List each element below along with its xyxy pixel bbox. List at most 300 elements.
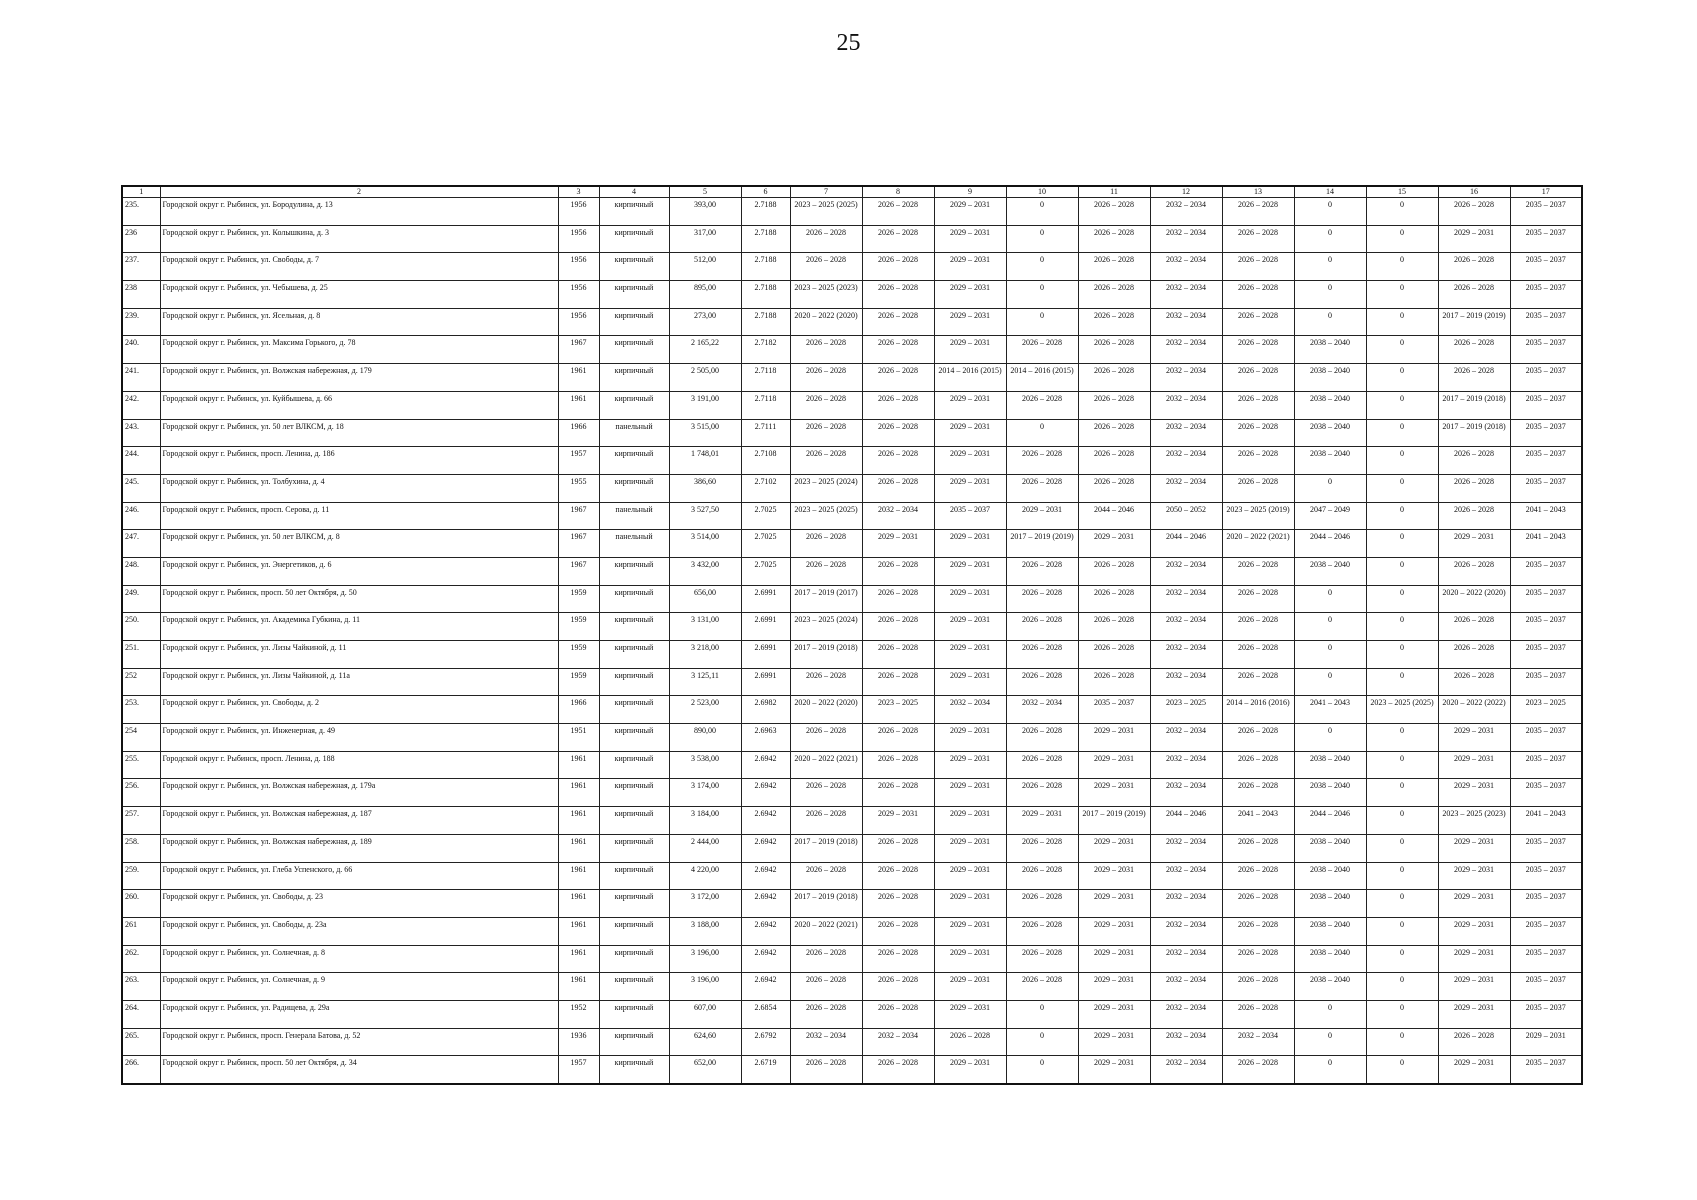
row-number-cell: 239. xyxy=(122,308,160,336)
table-row xyxy=(122,641,1582,669)
table-cell: 2026 – 2028 xyxy=(790,779,862,807)
table-cell: 2035 – 2037 xyxy=(1510,447,1582,475)
table-cell: 652,00 xyxy=(669,1056,741,1084)
table-cell: 0 xyxy=(1366,613,1438,641)
table-cell: 2029 – 2031 xyxy=(934,308,1006,336)
table-cell: 2.6942 xyxy=(741,890,790,918)
table-cell: 2026 – 2028 xyxy=(1222,557,1294,585)
table-cell: 2.6942 xyxy=(741,807,790,835)
table-cell: 2029 – 2031 xyxy=(1438,834,1510,862)
table-cell: 2026 – 2028 xyxy=(790,973,862,1001)
table-cell: 2029 – 2031 xyxy=(934,336,1006,364)
table-cell: 0 xyxy=(1366,641,1438,669)
table-cell: 2035 – 2037 xyxy=(1510,917,1582,945)
table-cell: 656,00 xyxy=(669,585,741,613)
table-cell: 2050 – 2052 xyxy=(1150,502,1222,530)
table-cell: 2029 – 2031 xyxy=(934,668,1006,696)
row-number-cell: 250. xyxy=(122,613,160,641)
table-cell: 2029 – 2031 xyxy=(1078,1000,1150,1028)
table-cell: кирпичный xyxy=(599,1056,669,1084)
table-cell: 2017 – 2019 (2018) xyxy=(790,641,862,669)
table-cell: 1959 xyxy=(558,668,599,696)
table-cell: 2038 – 2040 xyxy=(1294,751,1366,779)
table-cell: 2026 – 2028 xyxy=(1222,419,1294,447)
table-cell: 2032 – 2034 xyxy=(1150,945,1222,973)
table-cell: 2026 – 2028 xyxy=(862,890,934,918)
table-cell: 2026 – 2028 xyxy=(1006,724,1078,752)
table-cell: 2035 – 2037 xyxy=(1510,225,1582,253)
table-cell: кирпичный xyxy=(599,336,669,364)
table-cell: 2.7118 xyxy=(741,391,790,419)
table-cell: 1961 xyxy=(558,779,599,807)
row-number-cell: 260. xyxy=(122,890,160,918)
table-cell: 1956 xyxy=(558,308,599,336)
table-cell: 2029 – 2031 xyxy=(1006,807,1078,835)
table-cell: 2 165,22 xyxy=(669,336,741,364)
table-cell: 2026 – 2028 xyxy=(862,419,934,447)
table-cell: 0 xyxy=(1294,1056,1366,1084)
table-cell: 2.7188 xyxy=(741,308,790,336)
table-cell: 3 188,00 xyxy=(669,917,741,945)
table-cell: 3 131,00 xyxy=(669,613,741,641)
table-cell: панельный xyxy=(599,530,669,558)
table-cell: 2026 – 2028 xyxy=(1006,973,1078,1001)
table-cell: 0 xyxy=(1294,724,1366,752)
table-cell: кирпичный xyxy=(599,945,669,973)
table-cell: 895,00 xyxy=(669,281,741,309)
table-cell: 0 xyxy=(1006,281,1078,309)
table-cell: 2026 – 2028 xyxy=(1222,447,1294,475)
table-cell: кирпичный xyxy=(599,557,669,585)
table-row xyxy=(122,751,1582,779)
table-cell: 2.7188 xyxy=(741,198,790,226)
table-cell: 0 xyxy=(1006,308,1078,336)
table-cell: 0 xyxy=(1366,308,1438,336)
table-row xyxy=(122,447,1582,475)
table-cell: 2032 – 2034 xyxy=(1150,751,1222,779)
row-number-cell: 254 xyxy=(122,724,160,752)
table-cell: 0 xyxy=(1366,890,1438,918)
table-cell: 2026 – 2028 xyxy=(1222,1000,1294,1028)
row-number-cell: 237. xyxy=(122,253,160,281)
header-row xyxy=(122,186,1582,198)
address-cell: Городской округ г. Рыбинск, ул. Свободы, д. 2 xyxy=(160,696,558,724)
column-header-3: 3 xyxy=(558,186,599,198)
table-cell: 2029 – 2031 xyxy=(1438,724,1510,752)
table-cell: 2029 – 2031 xyxy=(934,724,1006,752)
table-cell: 2038 – 2040 xyxy=(1294,364,1366,392)
table-cell: 3 172,00 xyxy=(669,890,741,918)
table-cell: 0 xyxy=(1366,834,1438,862)
table-cell: 2035 – 2037 xyxy=(1510,890,1582,918)
table-cell: 2029 – 2031 xyxy=(1078,862,1150,890)
address-cell: Городской округ г. Рыбинск, ул. Волжская набережная, д. 187 xyxy=(160,807,558,835)
table-cell: 317,00 xyxy=(669,225,741,253)
row-number-cell: 243. xyxy=(122,419,160,447)
table-cell: 2029 – 2031 xyxy=(934,973,1006,1001)
table-cell: 2020 – 2022 (2022) xyxy=(1438,696,1510,724)
address-cell: Городской округ г. Рыбинск, просп. Ленина, д. 186 xyxy=(160,447,558,475)
column-header-7: 7 xyxy=(790,186,862,198)
table-cell: 2026 – 2028 xyxy=(1222,779,1294,807)
table-cell: 0 xyxy=(1006,198,1078,226)
table-cell: кирпичный xyxy=(599,364,669,392)
table-cell: 2029 – 2031 xyxy=(934,613,1006,641)
row-number-cell: 258. xyxy=(122,834,160,862)
table-cell: 2017 – 2019 (2018) xyxy=(1438,391,1510,419)
table-cell: 0 xyxy=(1294,641,1366,669)
table-cell: кирпичный xyxy=(599,281,669,309)
table-cell: 2038 – 2040 xyxy=(1294,890,1366,918)
table-cell: 2026 – 2028 xyxy=(790,1056,862,1084)
table-cell: 1961 xyxy=(558,973,599,1001)
table-cell: 2026 – 2028 xyxy=(1078,391,1150,419)
table-cell: 2029 – 2031 xyxy=(1078,751,1150,779)
table-cell: 1961 xyxy=(558,807,599,835)
table-cell: 2032 – 2034 xyxy=(1150,474,1222,502)
table-cell: 2038 – 2040 xyxy=(1294,391,1366,419)
table-cell: 1956 xyxy=(558,198,599,226)
table-cell: 2038 – 2040 xyxy=(1294,917,1366,945)
table-cell: 2029 – 2031 xyxy=(934,585,1006,613)
table-row xyxy=(122,391,1582,419)
table-cell: 2032 – 2034 xyxy=(862,1028,934,1056)
table-cell: 2044 – 2046 xyxy=(1294,530,1366,558)
table-cell: 2032 – 2034 xyxy=(1150,917,1222,945)
table-cell: 2 505,00 xyxy=(669,364,741,392)
table-cell: 1961 xyxy=(558,862,599,890)
table-cell: 2029 – 2031 xyxy=(1438,225,1510,253)
table-cell: кирпичный xyxy=(599,447,669,475)
table-cell: 2035 – 2037 xyxy=(1510,613,1582,641)
table-cell: 0 xyxy=(1366,668,1438,696)
table-cell: 2029 – 2031 xyxy=(1510,1028,1582,1056)
table-cell: 1956 xyxy=(558,253,599,281)
table-cell: 2026 – 2028 xyxy=(1078,585,1150,613)
table-cell: 2032 – 2034 xyxy=(1150,1028,1222,1056)
address-cell: Городской округ г. Рыбинск, ул. Бородулина, д. 13 xyxy=(160,198,558,226)
table-cell: 2026 – 2028 xyxy=(1078,474,1150,502)
table-cell: 1957 xyxy=(558,447,599,475)
row-number-cell: 253. xyxy=(122,696,160,724)
table-cell: 2029 – 2031 xyxy=(1078,724,1150,752)
table-cell: 2.6991 xyxy=(741,641,790,669)
table-cell: 1955 xyxy=(558,474,599,502)
table-cell: 2026 – 2028 xyxy=(934,1028,1006,1056)
table-cell: 2.7188 xyxy=(741,225,790,253)
page-number: 25 xyxy=(836,30,861,56)
table-row xyxy=(122,364,1582,392)
address-cell: Городской округ г. Рыбинск, ул. Чебышева, д. 25 xyxy=(160,281,558,309)
table-cell: 0 xyxy=(1366,198,1438,226)
table-row xyxy=(122,973,1582,1001)
table-cell: 2035 – 2037 xyxy=(1510,281,1582,309)
table-cell: 2026 – 2028 xyxy=(862,1056,934,1084)
column-header-11: 11 xyxy=(1078,186,1150,198)
table-row xyxy=(122,336,1582,364)
table-cell: 2032 – 2034 xyxy=(1150,447,1222,475)
table-cell: 0 xyxy=(1366,447,1438,475)
table-cell: 2026 – 2028 xyxy=(862,474,934,502)
table-cell: 0 xyxy=(1366,724,1438,752)
table-cell: 2026 – 2028 xyxy=(790,225,862,253)
table-cell: 2023 – 2025 xyxy=(862,696,934,724)
table-cell: 0 xyxy=(1294,253,1366,281)
row-number-cell: 240. xyxy=(122,336,160,364)
table-cell: 2032 – 2034 xyxy=(1150,613,1222,641)
table-cell: 2023 – 2025 (2025) xyxy=(790,198,862,226)
table-cell: 2041 – 2043 xyxy=(1294,696,1366,724)
table-cell: 2.6942 xyxy=(741,945,790,973)
table-cell: 2023 – 2025 (2023) xyxy=(790,281,862,309)
table-cell: 0 xyxy=(1294,225,1366,253)
table-cell: 1956 xyxy=(558,225,599,253)
table-cell: 3 196,00 xyxy=(669,973,741,1001)
table-cell: 2029 – 2031 xyxy=(934,834,1006,862)
table-cell: 2029 – 2031 xyxy=(862,807,934,835)
table-cell: 2026 – 2028 xyxy=(1078,668,1150,696)
table-cell: 2.6991 xyxy=(741,585,790,613)
address-cell: Городской округ г. Рыбинск, ул. Инженерная, д. 49 xyxy=(160,724,558,752)
table-cell: 1967 xyxy=(558,336,599,364)
table-cell: 2032 – 2034 xyxy=(790,1028,862,1056)
table-cell: 2026 – 2028 xyxy=(790,447,862,475)
table-cell: 2035 – 2037 xyxy=(1510,198,1582,226)
table-cell: 2035 – 2037 xyxy=(1510,668,1582,696)
table-cell: 2044 – 2046 xyxy=(1294,807,1366,835)
table-cell: 3 432,00 xyxy=(669,557,741,585)
table-cell: 2029 – 2031 xyxy=(934,530,1006,558)
table-cell: 2.6963 xyxy=(741,724,790,752)
table-cell: 2026 – 2028 xyxy=(1006,779,1078,807)
table-cell: 0 xyxy=(1366,1000,1438,1028)
table-cell: 2044 – 2046 xyxy=(1150,807,1222,835)
table-cell: 2041 – 2043 xyxy=(1510,807,1582,835)
table-cell: 0 xyxy=(1366,336,1438,364)
address-cell: Городской округ г. Рыбинск, ул. Толбухина, д. 4 xyxy=(160,474,558,502)
table-cell: 2029 – 2031 xyxy=(1438,779,1510,807)
table-cell: 2014 – 2016 (2016) xyxy=(1222,696,1294,724)
table-cell: 4 220,00 xyxy=(669,862,741,890)
address-cell: Городской округ г. Рыбинск, ул. Лизы Чайкиной, д. 11 xyxy=(160,641,558,669)
table-cell: 1951 xyxy=(558,724,599,752)
table-cell: 3 184,00 xyxy=(669,807,741,835)
table-cell: кирпичный xyxy=(599,751,669,779)
table-cell: 2.7102 xyxy=(741,474,790,502)
row-number-cell: 259. xyxy=(122,862,160,890)
table-cell: 2032 – 2034 xyxy=(1150,419,1222,447)
table-cell: 2029 – 2031 xyxy=(934,281,1006,309)
table-cell: 2.6942 xyxy=(741,862,790,890)
table-cell: 0 xyxy=(1366,502,1438,530)
table-cell: 2032 – 2034 xyxy=(1150,308,1222,336)
table-cell: 2032 – 2034 xyxy=(1150,1056,1222,1084)
table-cell: 2035 – 2037 xyxy=(1510,751,1582,779)
table-cell: 2.7118 xyxy=(741,364,790,392)
table-cell: кирпичный xyxy=(599,308,669,336)
table-cell: 2029 – 2031 xyxy=(1438,530,1510,558)
table-cell: 2026 – 2028 xyxy=(1438,198,1510,226)
row-number-cell: 261 xyxy=(122,917,160,945)
address-cell: Городской округ г. Рыбинск, ул. 50 лет ВЛКСМ, д. 8 xyxy=(160,530,558,558)
table-cell: кирпичный xyxy=(599,585,669,613)
table-row xyxy=(122,807,1582,835)
row-number-cell: 251. xyxy=(122,641,160,669)
table-cell: 2026 – 2028 xyxy=(1006,751,1078,779)
table-cell: 2026 – 2028 xyxy=(1006,834,1078,862)
table-cell: 2032 – 2034 xyxy=(1150,862,1222,890)
table-cell: 2026 – 2028 xyxy=(862,945,934,973)
table-cell: 2.7111 xyxy=(741,419,790,447)
table-cell: 2026 – 2028 xyxy=(862,862,934,890)
address-cell: Городской округ г. Рыбинск, ул. Солнечная, д. 8 xyxy=(160,945,558,973)
table-cell: 2032 – 2034 xyxy=(1150,253,1222,281)
row-number-cell: 252 xyxy=(122,668,160,696)
table-cell: 2026 – 2028 xyxy=(1222,336,1294,364)
table-cell: 2026 – 2028 xyxy=(1078,336,1150,364)
table-cell: 2026 – 2028 xyxy=(1222,364,1294,392)
table-row xyxy=(122,834,1582,862)
table-row xyxy=(122,474,1582,502)
table-cell: кирпичный xyxy=(599,834,669,862)
address-cell: Городской округ г. Рыбинск, ул. Радищева, д. 29а xyxy=(160,1000,558,1028)
table-cell: 0 xyxy=(1294,308,1366,336)
table-cell: 2035 – 2037 xyxy=(1510,364,1582,392)
table-cell: 2026 – 2028 xyxy=(1006,447,1078,475)
table-cell: 2026 – 2028 xyxy=(1006,613,1078,641)
table-cell: 2026 – 2028 xyxy=(1438,641,1510,669)
table-cell: 0 xyxy=(1006,1056,1078,1084)
table-cell: 2035 – 2037 xyxy=(1510,557,1582,585)
table-cell: 2032 – 2034 xyxy=(1150,1000,1222,1028)
column-header-9: 9 xyxy=(934,186,1006,198)
row-number-cell: 255. xyxy=(122,751,160,779)
table-cell: 2026 – 2028 xyxy=(1006,336,1078,364)
table-cell: 2026 – 2028 xyxy=(1078,364,1150,392)
table-cell: 0 xyxy=(1366,862,1438,890)
table-cell: 2026 – 2028 xyxy=(1078,281,1150,309)
table-cell: 2017 – 2019 (2019) xyxy=(1078,807,1150,835)
table-cell: 2032 – 2034 xyxy=(1150,779,1222,807)
table-row xyxy=(122,724,1582,752)
table-cell: 2026 – 2028 xyxy=(862,751,934,779)
table-cell: 2026 – 2028 xyxy=(862,724,934,752)
table-cell: 2026 – 2028 xyxy=(1438,364,1510,392)
table-cell: 2029 – 2031 xyxy=(934,198,1006,226)
row-number-cell: 244. xyxy=(122,447,160,475)
table-cell: 0 xyxy=(1294,281,1366,309)
table-cell: 2026 – 2028 xyxy=(1222,945,1294,973)
table-cell: 2035 – 2037 xyxy=(1510,419,1582,447)
table-row xyxy=(122,779,1582,807)
table-row xyxy=(122,945,1582,973)
column-header-16: 16 xyxy=(1438,186,1510,198)
column-header-15: 15 xyxy=(1366,186,1438,198)
table-cell: 2026 – 2028 xyxy=(790,391,862,419)
table-cell: 0 xyxy=(1366,751,1438,779)
row-number-cell: 242. xyxy=(122,391,160,419)
table-cell: 393,00 xyxy=(669,198,741,226)
table-cell: 2032 – 2034 xyxy=(934,696,1006,724)
table-cell: 2029 – 2031 xyxy=(934,751,1006,779)
address-cell: Городской округ г. Рыбинск, ул. Академика Губкина, д. 11 xyxy=(160,613,558,641)
table-cell: кирпичный xyxy=(599,917,669,945)
row-number-cell: 256. xyxy=(122,779,160,807)
table-row xyxy=(122,308,1582,336)
address-cell: Городской округ г. Рыбинск, ул. Максима Горького, д. 78 xyxy=(160,336,558,364)
table-cell: 2026 – 2028 xyxy=(862,281,934,309)
table-cell: 386,60 xyxy=(669,474,741,502)
table-cell: 2029 – 2031 xyxy=(934,557,1006,585)
table-cell: 2029 – 2031 xyxy=(934,1000,1006,1028)
table-cell: 2029 – 2031 xyxy=(1438,917,1510,945)
table-cell: 2020 – 2022 (2020) xyxy=(790,696,862,724)
table-cell: 2038 – 2040 xyxy=(1294,419,1366,447)
table-cell: 1961 xyxy=(558,391,599,419)
table-cell: 0 xyxy=(1294,585,1366,613)
row-number-cell: 245. xyxy=(122,474,160,502)
table-cell: 1936 xyxy=(558,1028,599,1056)
table-cell: кирпичный xyxy=(599,807,669,835)
table-cell: 2026 – 2028 xyxy=(1222,890,1294,918)
address-cell: Городской округ г. Рыбинск, ул. Колышкина, д. 3 xyxy=(160,225,558,253)
table-cell: 2029 – 2031 xyxy=(1438,1000,1510,1028)
table-cell: 2026 – 2028 xyxy=(862,447,934,475)
table-cell: 0 xyxy=(1366,253,1438,281)
table-cell: 2029 – 2031 xyxy=(934,225,1006,253)
table-cell: 2029 – 2031 xyxy=(1438,751,1510,779)
table-cell: 2026 – 2028 xyxy=(1222,585,1294,613)
table-row xyxy=(122,253,1582,281)
table-cell: 2026 – 2028 xyxy=(1078,253,1150,281)
table-cell: 2.6719 xyxy=(741,1056,790,1084)
table-cell: 0 xyxy=(1366,917,1438,945)
address-cell: Городской округ г. Рыбинск, просп. 50 лет Октября, д. 34 xyxy=(160,1056,558,1084)
table-cell: 2026 – 2028 xyxy=(862,308,934,336)
row-number-cell: 263. xyxy=(122,973,160,1001)
table-cell: 2026 – 2028 xyxy=(1078,198,1150,226)
table-cell: 2026 – 2028 xyxy=(862,668,934,696)
table-cell: 2026 – 2028 xyxy=(1222,308,1294,336)
table-cell: 2017 – 2019 (2019) xyxy=(1438,308,1510,336)
table-cell: 2026 – 2028 xyxy=(1078,613,1150,641)
table-cell: 2026 – 2028 xyxy=(1222,391,1294,419)
table-cell: 2020 – 2022 (2021) xyxy=(1222,530,1294,558)
table-cell: 2026 – 2028 xyxy=(1222,1056,1294,1084)
row-number-cell: 262. xyxy=(122,945,160,973)
row-number-cell: 247. xyxy=(122,530,160,558)
table-cell: 2023 – 2025 (2019) xyxy=(1222,502,1294,530)
table-cell: 2026 – 2028 xyxy=(1006,890,1078,918)
table-cell: 2026 – 2028 xyxy=(1006,557,1078,585)
table-cell: кирпичный xyxy=(599,198,669,226)
table-cell: 2029 – 2031 xyxy=(1078,1028,1150,1056)
address-cell: Городской округ г. Рыбинск, ул. Солнечная, д. 9 xyxy=(160,973,558,1001)
address-cell: Городской округ г. Рыбинск, просп. Генерала Батова, д. 52 xyxy=(160,1028,558,1056)
table-cell: 1959 xyxy=(558,585,599,613)
row-number-cell: 238 xyxy=(122,281,160,309)
table-cell: 2032 – 2034 xyxy=(1222,1028,1294,1056)
table-cell: кирпичный xyxy=(599,391,669,419)
table-cell: 2023 – 2025 (2024) xyxy=(790,474,862,502)
table-cell: кирпичный xyxy=(599,1028,669,1056)
table-cell: 2026 – 2028 xyxy=(1006,862,1078,890)
row-number-cell: 249. xyxy=(122,585,160,613)
table-cell: 0 xyxy=(1366,419,1438,447)
table-cell: 2035 – 2037 xyxy=(1078,696,1150,724)
column-header-14: 14 xyxy=(1294,186,1366,198)
table-cell: 2.7188 xyxy=(741,253,790,281)
